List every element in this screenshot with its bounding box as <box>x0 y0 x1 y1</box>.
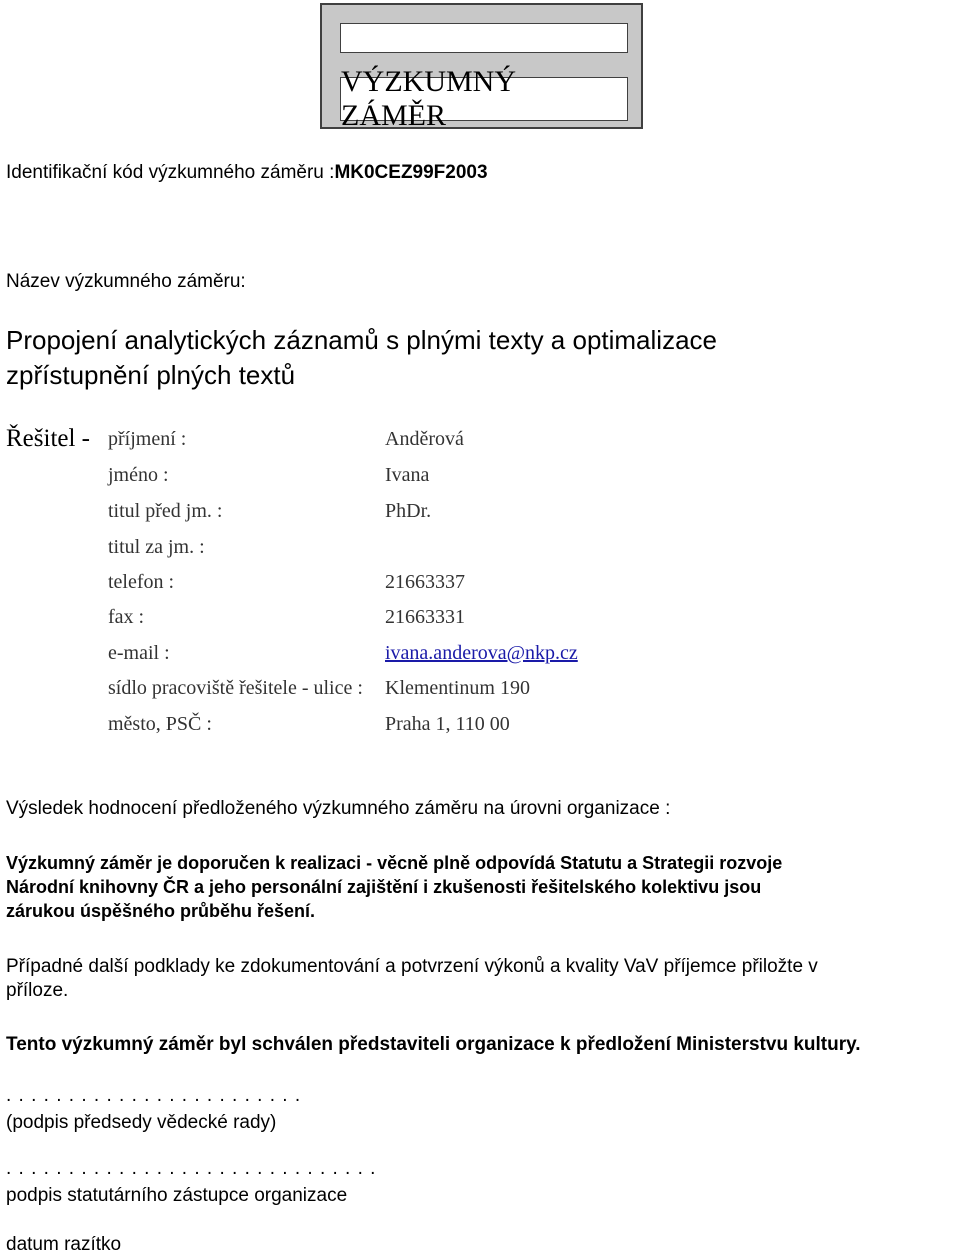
researcher-label-phone: telefon : <box>108 571 175 593</box>
evaluation-result-line-2: Národní knihovny ČR a jeho personální zajištění i zkušenosti řešitelského kolektivu jsou <box>6 877 762 897</box>
researcher-label-city: město, PSČ : <box>108 713 212 735</box>
signature-label-statutory: podpis statutárního zástupce organizace <box>6 1185 348 1206</box>
signature-label-council-chair: (podpis předsedy vědecké rady) <box>6 1112 277 1133</box>
researcher-value-street: Klementinum 190 <box>385 677 530 699</box>
document-title: VÝZKUMNÝ ZÁMĚR <box>340 77 628 121</box>
researcher-value-city: Praha 1, 110 00 <box>385 713 510 735</box>
researcher-value-surname: Anděrová <box>385 428 464 450</box>
identification-label: Identifikační kód výzkumného záměru : <box>6 162 335 183</box>
project-name-label: Název výzkumného záměru: <box>6 271 246 292</box>
researcher-value-fax: 21663331 <box>385 606 465 628</box>
identification-line <box>6 162 488 184</box>
attachments-line-1: Případné další podklady ke zdokumentování a potvrzení výkonů a kvality VaV příjemce přiložte v <box>6 956 818 977</box>
project-title-line-1: Propojení analytických záznamů s plnými texty a optimalizace <box>6 325 717 355</box>
researcher-email-link[interactable]: ivana.anderova@nkp.cz <box>385 642 578 664</box>
researcher-label-fax: fax : <box>108 606 145 628</box>
signature-dots-1: . . . . . . . . . . . . . . . . . . . . . . . . <box>6 1085 302 1106</box>
title-box <box>320 3 643 132</box>
approval-statement: Tento výzkumný záměr byl schválen představiteli organizace k předložení Ministerstvu kultury. <box>6 1034 861 1055</box>
signature-dots-2: . . . . . . . . . . . . . . . . . . . . . . . . . . . . . . <box>6 1158 377 1179</box>
attachments-line-2: příloze. <box>6 980 69 1001</box>
researcher-label-title-before: titul před jm. : <box>108 500 223 522</box>
researcher-value-phone: 21663337 <box>385 571 465 593</box>
researcher-value-title-before: PhDr. <box>385 500 432 522</box>
researcher-heading: Řešitel - <box>6 425 91 452</box>
date-stamp-label: datum razítko <box>6 1234 122 1255</box>
evaluation-label: Výsledek hodnocení předloženého výzkumného záměru na úrovni organizace : <box>6 798 671 819</box>
evaluation-result-line-1: Výzkumný záměr je doporučen k realizaci - věcně plně odpovídá Statutu a Strategii rozvoje <box>6 853 783 873</box>
researcher-label-title-after: titul za jm. : <box>108 536 205 558</box>
title-box-blank-field <box>340 23 628 53</box>
identification-code: MK0CEZ99F2003 <box>334 162 488 183</box>
researcher-label-surname: příjmení : <box>108 428 187 450</box>
researcher-label-street: sídlo pracoviště řešitele - ulice : <box>108 677 363 699</box>
evaluation-result-line-3: zárukou úspěšného průběhu řešení. <box>6 901 316 921</box>
project-title-line-2: zpřístupnění plných textů <box>6 360 296 390</box>
researcher-label-email: e-mail : <box>108 642 170 664</box>
researcher-value-firstname: Ivana <box>385 464 430 486</box>
researcher-label-firstname: jméno : <box>108 464 169 486</box>
